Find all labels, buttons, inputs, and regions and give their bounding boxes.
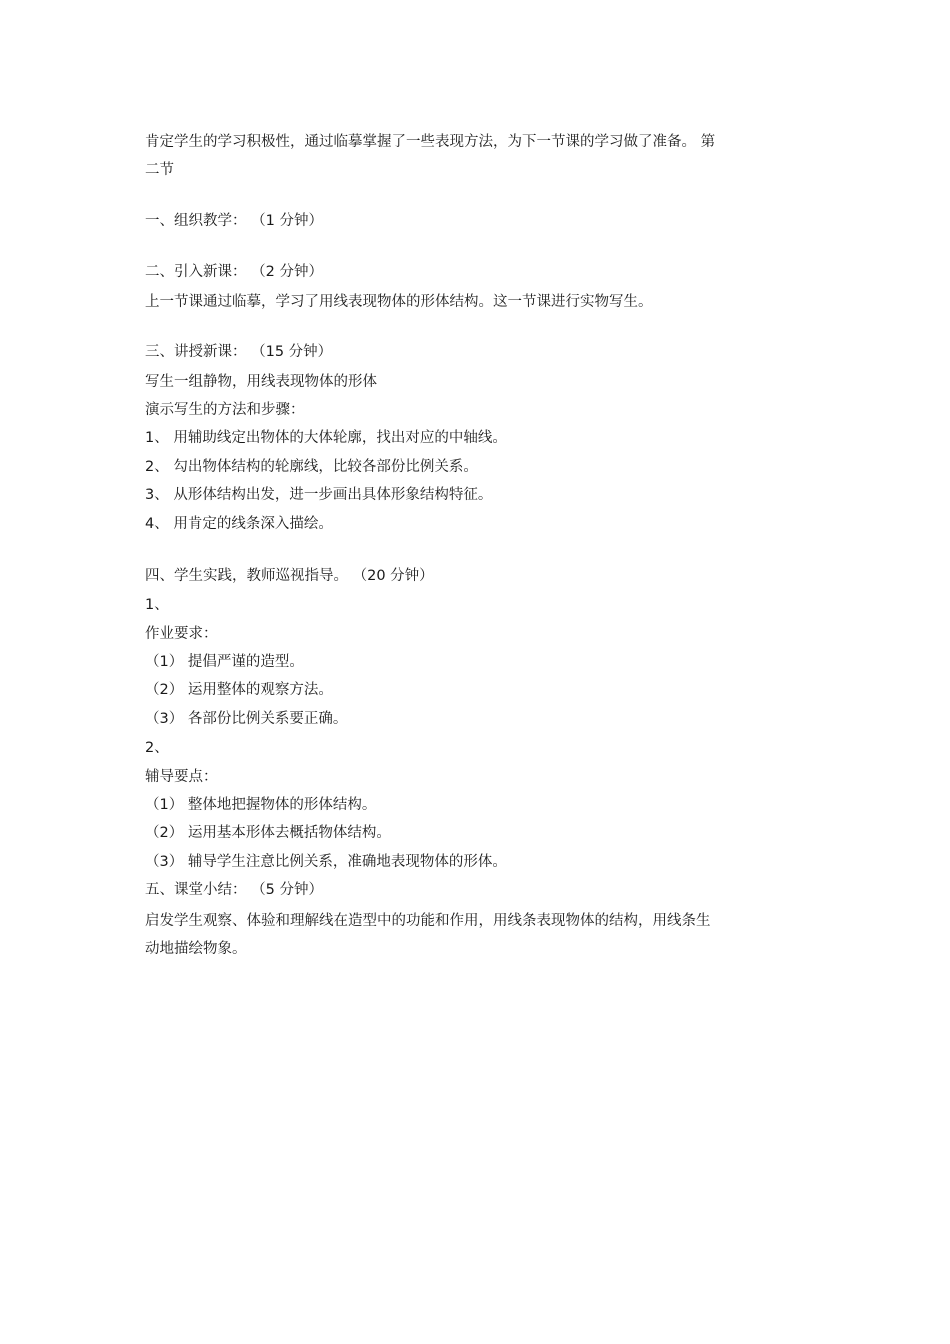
section-3-text-2: 演示写生的方法和步骤： <box>145 402 305 418</box>
tip-item: （1） 整体地把握物体的形体结构。 <box>145 797 377 813</box>
section-4-item-2: 2、 <box>145 740 169 756</box>
step-item: 2、 勾出物体结构的轮廓线，比较各部份比例关系。 <box>145 459 478 475</box>
step-item: 1、 用辅助线定出物体的大体轮廓，找出对应的中轴线。 <box>145 430 507 446</box>
intro-line-1: 肯定学生的学习积极性，通过临摹掌握了一些表现方法，为下一节课的学习做了准备。 第 <box>145 134 716 150</box>
tip-item: （2） 运用基本形体去概括物体结构。 <box>145 825 391 841</box>
section-3-text-1: 写生一组静物，用线表现物体的形体 <box>145 374 377 390</box>
section-2-text: 上一节课通过临摹，学习了用线表现物体的形体结构。这一节课进行实物写生。 <box>145 294 653 310</box>
requirements-label: 作业要求： <box>145 626 218 642</box>
step-item: 3、 从形体结构出发，进一步画出具体形象结构特征。 <box>145 487 493 503</box>
tips-label: 辅导要点： <box>145 769 218 785</box>
section-5-title: 五、课堂小结： （5 分钟） <box>145 882 323 898</box>
section-5-text-2: 动地描绘物象。 <box>145 941 247 957</box>
intro-line-2: 二节 <box>145 162 174 178</box>
requirement-item: （1） 提倡严谨的造型。 <box>145 654 304 670</box>
section-2-title: 二、引入新课： （2 分钟） <box>145 264 323 280</box>
requirement-item: （3） 各部份比例关系要正确。 <box>145 711 348 727</box>
step-item: 4、 用肯定的线条深入描绘。 <box>145 516 333 532</box>
section-4-item-1: 1、 <box>145 597 169 613</box>
section-1-title: 一、组织教学： （1 分钟） <box>145 213 323 229</box>
section-5-text-1: 启发学生观察、体验和理解线在造型中的功能和作用，用线条表现物体的结构，用线条生 <box>145 913 711 929</box>
section-3-title: 三、讲授新课： （15 分钟） <box>145 344 333 360</box>
tip-item: （3） 辅导学生注意比例关系，准确地表现物体的形体。 <box>145 854 507 870</box>
section-4-title: 四、学生实践，教师巡视指导。 （20 分钟） <box>145 568 434 584</box>
requirement-item: （2） 运用整体的观察方法。 <box>145 682 333 698</box>
